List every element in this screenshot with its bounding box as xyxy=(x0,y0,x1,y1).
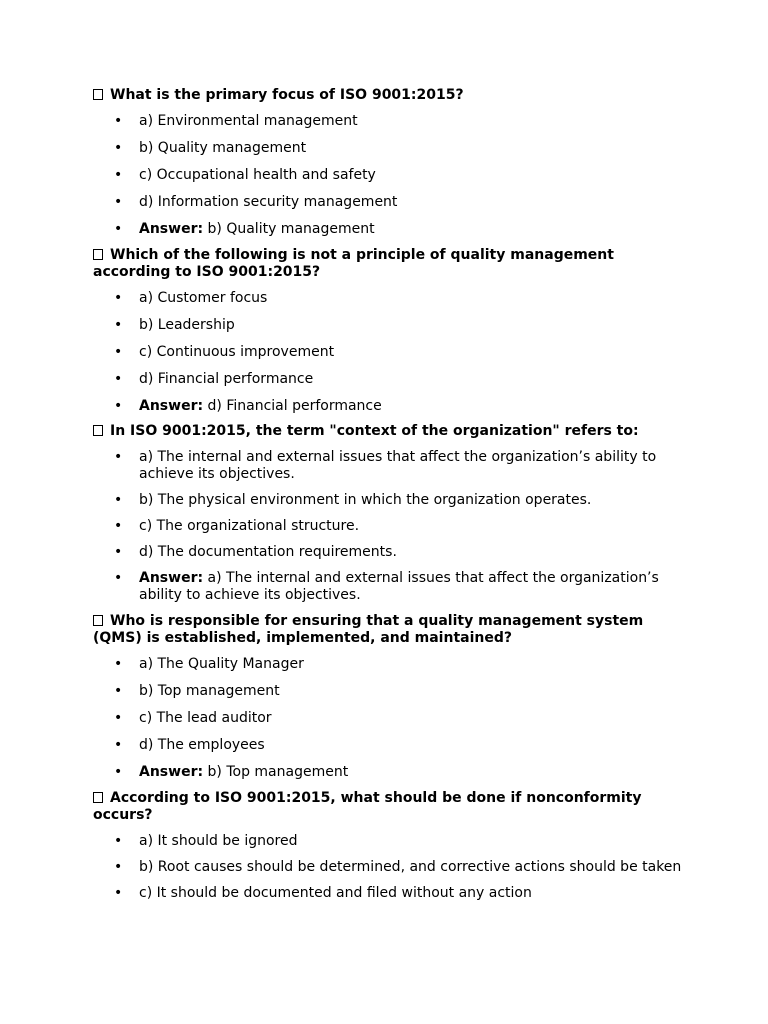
option-item xyxy=(93,885,683,902)
question-text: Who is responsible for ensuring that a quality management system (QMS) is established, implemented, and maintained? xyxy=(93,613,644,646)
option-item xyxy=(93,683,683,700)
option-item xyxy=(93,290,683,307)
answer-label: Answer: xyxy=(139,221,204,237)
option-item xyxy=(93,833,683,850)
option-text: c) Occupational health and safety xyxy=(139,167,376,183)
option-item xyxy=(93,371,683,388)
option-text: d) Financial performance xyxy=(139,371,314,387)
option-list xyxy=(93,656,683,781)
option-item xyxy=(93,518,683,535)
option-item xyxy=(93,656,683,673)
option-text: c) The organizational structure. xyxy=(139,518,360,534)
bullet-icon: • xyxy=(114,194,123,210)
answer-text: a) The internal and external issues that affect the organization’s ability to achieve its objectives. xyxy=(139,570,659,603)
bullet-icon: • xyxy=(114,683,123,699)
question-text: Which of the following is not a principle of quality management according to ISO 9001:2015? xyxy=(93,247,614,280)
bullet-icon: • xyxy=(114,140,123,156)
bullet-icon: • xyxy=(114,656,123,672)
option-text: b) Leadership xyxy=(139,317,235,333)
bullet-icon: • xyxy=(114,570,123,586)
option-text: c) It should be documented and filed without any action xyxy=(139,885,532,901)
option-text: d) The employees xyxy=(139,737,265,753)
question-heading xyxy=(93,423,683,440)
bullet-icon: • xyxy=(114,221,123,237)
option-text: a) Environmental management xyxy=(139,113,358,129)
option-list xyxy=(93,833,683,902)
quiz-page xyxy=(93,87,683,902)
question-heading xyxy=(93,790,683,824)
answer-label: Answer: xyxy=(139,764,204,780)
option-item xyxy=(93,317,683,334)
answer-text: d) Financial performance xyxy=(207,398,382,414)
option-text: a) It should be ignored xyxy=(139,833,298,849)
answer-label: Answer: xyxy=(139,398,204,414)
missing-glyph-icon xyxy=(93,425,103,436)
option-text: c) Continuous improvement xyxy=(139,344,335,360)
bullet-icon: • xyxy=(114,737,123,753)
option-text: d) Information security management xyxy=(139,194,398,210)
question-heading xyxy=(93,87,683,104)
option-item xyxy=(93,710,683,727)
answer-item xyxy=(93,221,683,238)
option-list xyxy=(93,113,683,238)
bullet-icon: • xyxy=(114,317,123,333)
question-heading xyxy=(93,613,683,647)
option-text: b) The physical environment in which the organization operates. xyxy=(139,492,592,508)
option-list xyxy=(93,449,683,604)
option-item xyxy=(93,544,683,561)
answer-text: b) Top management xyxy=(207,764,349,780)
option-text: a) Customer focus xyxy=(139,290,268,306)
bullet-icon: • xyxy=(114,885,123,901)
bullet-icon: • xyxy=(114,518,123,534)
option-text: a) The Quality Manager xyxy=(139,656,304,672)
answer-item xyxy=(93,570,683,604)
option-item xyxy=(93,167,683,184)
option-item xyxy=(93,344,683,361)
option-item xyxy=(93,194,683,211)
option-text: b) Root causes should be determined, and corrective actions should be taken xyxy=(139,859,682,875)
question-text: What is the primary focus of ISO 9001:2015? xyxy=(110,87,464,103)
missing-glyph-icon xyxy=(93,89,103,100)
option-text: a) The internal and external issues that affect the organization’s ability to achieve its objectives. xyxy=(139,449,657,482)
bullet-icon: • xyxy=(114,544,123,560)
bullet-icon: • xyxy=(114,398,123,414)
bullet-icon: • xyxy=(114,764,123,780)
bullet-icon: • xyxy=(114,344,123,360)
answer-label: Answer: xyxy=(139,570,204,586)
option-list xyxy=(93,290,683,415)
question-text: In ISO 9001:2015, the term "context of the organization" refers to: xyxy=(110,423,639,439)
option-item xyxy=(93,449,683,483)
option-item xyxy=(93,492,683,509)
answer-item xyxy=(93,764,683,781)
option-item xyxy=(93,737,683,754)
bullet-icon: • xyxy=(114,113,123,129)
bullet-icon: • xyxy=(114,833,123,849)
missing-glyph-icon xyxy=(93,249,103,260)
bullet-icon: • xyxy=(114,710,123,726)
bullet-icon: • xyxy=(114,371,123,387)
missing-glyph-icon xyxy=(93,615,103,626)
missing-glyph-icon xyxy=(93,792,103,803)
question-text: According to ISO 9001:2015, what should be done if nonconformity occurs? xyxy=(93,790,642,823)
answer-item xyxy=(93,398,683,415)
option-item xyxy=(93,113,683,130)
bullet-icon: • xyxy=(114,167,123,183)
option-item xyxy=(93,140,683,157)
option-text: b) Top management xyxy=(139,683,280,699)
question-heading xyxy=(93,247,683,281)
bullet-icon: • xyxy=(114,859,123,875)
bullet-icon: • xyxy=(114,492,123,508)
option-text: c) The lead auditor xyxy=(139,710,272,726)
bullet-icon: • xyxy=(114,290,123,306)
option-text: b) Quality management xyxy=(139,140,307,156)
option-item xyxy=(93,859,683,876)
answer-text: b) Quality management xyxy=(207,221,375,237)
option-text: d) The documentation requirements. xyxy=(139,544,397,560)
bullet-icon: • xyxy=(114,449,123,465)
